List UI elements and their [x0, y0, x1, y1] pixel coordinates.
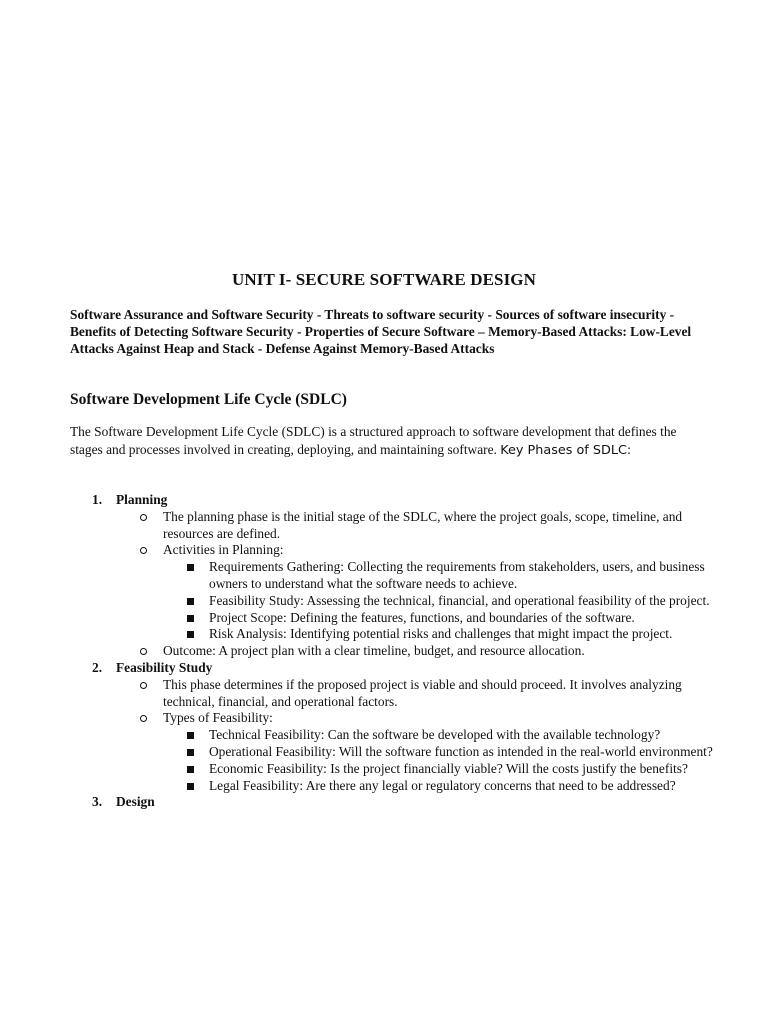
section-heading: Software Development Life Cycle (SDLC): [70, 391, 347, 408]
page-title: UNIT I- SECURE SOFTWARE DESIGN: [231, 270, 537, 289]
list-item: Technical Feasibility: Can the software be developed with the available technology?: [163, 727, 720, 744]
phase-item: [70, 492, 720, 660]
list-item: Feasibility Study: Assessing the technical, financial, and operational feasibility of the project.: [163, 593, 720, 610]
phase-list: [70, 492, 720, 811]
phase-group: [116, 542, 720, 643]
phase-number: 1.: [92, 492, 103, 507]
phase-outcome: Outcome: A project plan with a clear timeline, budget, and resource allocation.: [116, 643, 720, 660]
intro-text: The Software Development Life Cycle (SDLC) is a structured approach to software development that defines the stages and processes involved in creating, deploying, and maintaining software.: [70, 424, 677, 457]
phase-number: 3.: [92, 794, 103, 810]
list-item: Economic Feasibility: Is the project financially viable? Will the costs justify the benefits?: [163, 761, 720, 778]
list-item: Project Scope: Defining the features, functions, and boundaries of the software.: [163, 610, 720, 627]
intro-paragraph: [70, 423, 710, 460]
group-label: Types of Feasibility:: [163, 710, 273, 726]
phase-name: Planning: [116, 492, 168, 507]
phase-name: Design: [116, 794, 155, 810]
phase-number: 2.: [92, 659, 103, 675]
phase-name: Feasibility Study: [116, 659, 213, 675]
phase-description: This phase determines if the proposed project is viable and should proceed. It involves analyzing technical, financial, and operational factors.: [116, 677, 720, 711]
group-label: Activities in Planning:: [163, 542, 284, 558]
list-item: Operational Feasibility: Will the software function as intended in the real-world environment?: [163, 744, 720, 761]
intro-tail: Key Phases of SDLC:: [500, 443, 632, 458]
phase-item: [70, 660, 720, 794]
phase-description: The planning phase is the initial stage of the SDLC, where the project goals, scope, timeline, and resources are defined.: [116, 509, 720, 543]
phase-item: [70, 794, 720, 811]
list-item: Legal Feasibility: Are there any legal or regulatory concerns that need to be addressed?: [163, 778, 720, 795]
list-item: Requirements Gathering: Collecting the requirements from stakeholders, users, and business owners to understand what the software needs to achieve.: [163, 559, 720, 593]
phase-group: [116, 710, 720, 794]
list-item: Risk Analysis: Identifying potential risks and challenges that might impact the project.: [163, 626, 720, 643]
syllabus-topics: Software Assurance and Software Security - Threats to software security - Sources of software insecurity - Benefits of Detecting Software Security - Properties of Secure Software – Memory-Based Attacks: Low-Level Attacks Against Heap and Stack - Defense Against Memory-Based Attacks: [70, 307, 692, 356]
